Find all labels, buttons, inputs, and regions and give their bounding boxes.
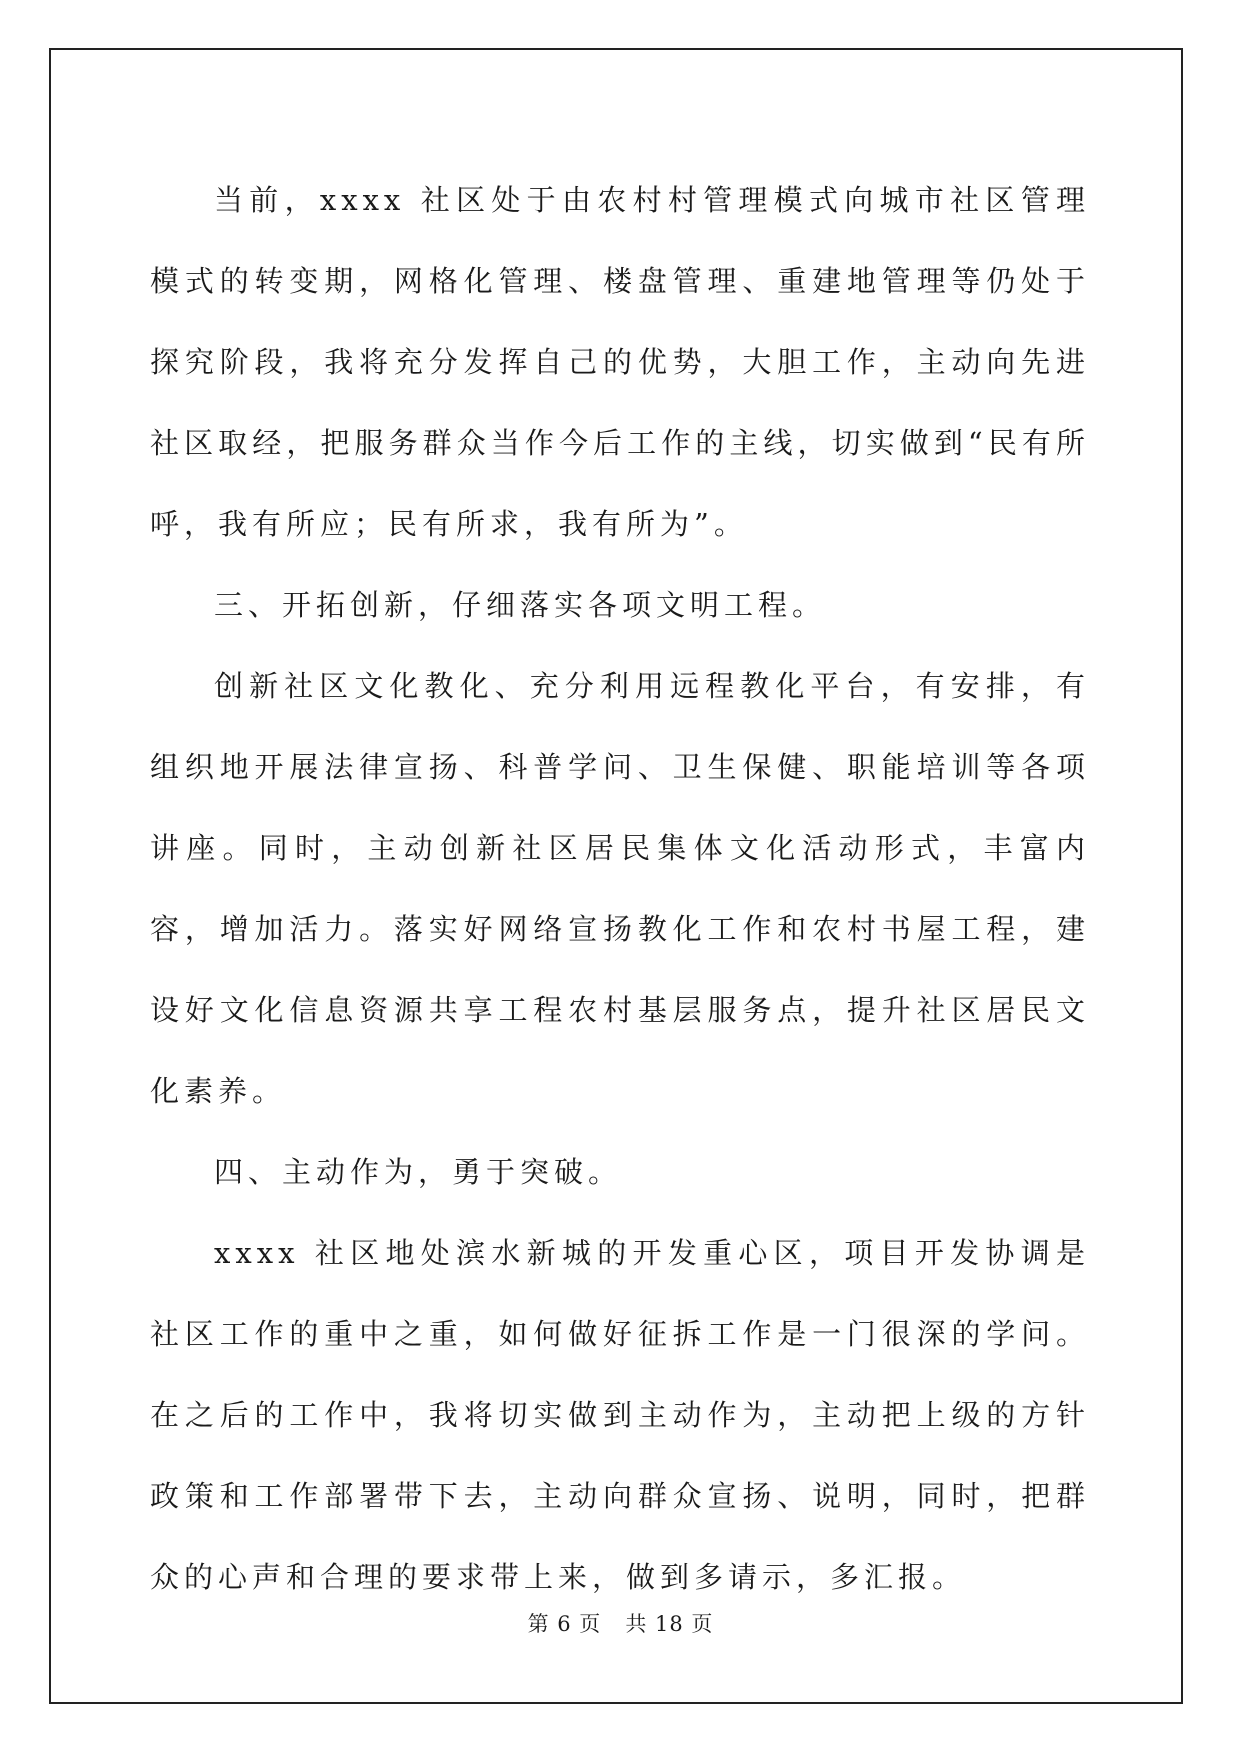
document-body — [150, 160, 1090, 1618]
heading-section-three: 三、开拓创新，仔细落实各项文明工程。 — [214, 588, 827, 622]
heading-section-four: 四、主动作为，勇于突破。 — [214, 1155, 623, 1189]
paragraph-development-zone: xxxx 社区地处滨水新城的开发重心区，项目开发协调是社区工作的重中之重，如何做好征拆工作是一门很深的学问。在之后的工作中，我将切实做到主动作为，主动把上级的方针政策和工作部署带下去，主动向群众宣扬、说明，同时，把群众的心声和合理的要求带上来，做到多请示，多汇报。 — [150, 1236, 1090, 1594]
paragraph-transition-period: 当前，xxxx 社区处于由农村村管理模式向城市社区管理模式的转变期，网格化管理、楼盘管理、重建地管理等仍处于探究阶段，我将充分发挥自己的优势，大胆工作，主动向先进社区取经，把服务群众当作今后工作的主线，切实做到“民有所呼，我有所应；民有所求，我有所为”。 — [150, 183, 1090, 541]
page-total: 共 18 页 — [625, 1612, 714, 1636]
paragraph-culture-education: 创新社区文化教化、充分利用远程教化平台，有安排，有组织地开展法律宣扬、科普学问、卫生保健、职能培训等各项讲座。同时，主动创新社区居民集体文化活动形式，丰富内容，增加活力。落实好网络宣扬教化工作和农村书屋工程，建设好文化信息资源共享工程农村基层服务点，提升社区居民文化素养。 — [150, 669, 1090, 1108]
page-footer — [0, 1608, 1241, 1638]
page-number: 第 6 页 — [527, 1612, 602, 1636]
